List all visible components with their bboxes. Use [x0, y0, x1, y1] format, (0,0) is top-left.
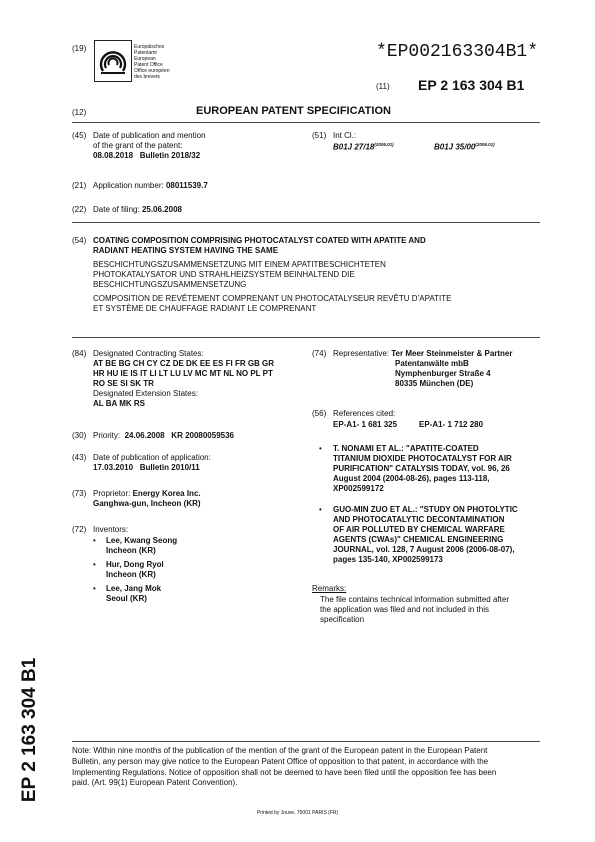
inid-12: (12) [72, 108, 87, 117]
title-de: PHOTOKATALYSATOR UND STRAHLHEIZSYSTEM BEINHALTEND DIE [93, 270, 355, 279]
reference-npl [319, 505, 518, 565]
inid-74: (74) [312, 349, 327, 358]
bullet: • [93, 584, 96, 593]
opposition-note [72, 746, 542, 789]
remarks-line: specification [320, 615, 365, 624]
invention-title [93, 236, 540, 314]
inid-45: (45) [72, 131, 87, 140]
inid-72: (72) [72, 525, 87, 534]
inventor-name: Lee, Jang Mok [106, 584, 162, 593]
references-label: References cited: [333, 409, 396, 418]
label: Date of filing: [93, 205, 140, 214]
rep-line: Nymphenburger Straße 4 [395, 369, 491, 378]
reference-npl [319, 444, 512, 494]
epo-logo [94, 40, 132, 82]
title-de: BESCHICHTUNGSZUSAMMENSETZUNG [93, 280, 247, 289]
ipc-class-1 [333, 142, 394, 153]
title-en: RADIANT HEATING SYSTEM HAVING THE SAME [93, 246, 279, 255]
value: 08011539.7 [165, 181, 208, 190]
ref-line: PURIFICATION" CATALYSIS TODAY, vol. 96, 26 [333, 464, 510, 473]
filing-date [93, 205, 182, 215]
designated-states [93, 349, 274, 409]
inid-84: (84) [72, 349, 87, 358]
label: Designated Contracting States: [93, 349, 204, 358]
divider [72, 741, 540, 742]
label-line: Date of publication and mention [93, 131, 206, 140]
bullet: • [93, 536, 96, 545]
label: Priority: [93, 431, 121, 440]
ipc-code: B01J 35/00 [434, 142, 476, 152]
office-line: Europäisches [134, 44, 165, 50]
inventor [93, 536, 177, 556]
epo-logo-icon [95, 41, 131, 81]
inventor [93, 584, 161, 604]
inid-21: (21) [72, 181, 87, 190]
printer-line: Printed by Jouve, 75001 PARIS (FR) [256, 810, 339, 816]
label: Date of publication of application: [93, 453, 211, 462]
application-number [93, 181, 208, 191]
ipc-code: B01J 27/18 [333, 142, 375, 152]
note-line: Implementing Regulations. Notice of opposition shall not be deemed to have been filed until the opposition fee has been [72, 767, 497, 777]
divider [72, 337, 540, 338]
bullet: • [319, 444, 322, 453]
value: 17.03.2010 Bulletin 2010/11 [93, 463, 200, 472]
inventor-name: Lee, Kwang Seong [106, 536, 178, 545]
ipc-class-2 [434, 142, 495, 153]
value: 24.06.2008 KR 20080059536 [124, 431, 235, 440]
inid-73: (73) [72, 489, 87, 498]
inid-54: (54) [72, 236, 87, 245]
priority [93, 431, 234, 441]
office-line: Office européen [134, 68, 170, 75]
states-line: HR HU IE IS IT LI LT LU LV MC MT NL NO PL PT [93, 369, 273, 378]
ref-line: pages 135-140, XP002599173 [333, 555, 443, 564]
rep-line: Patentanwälte mbB [395, 359, 469, 368]
label: Designated Extension States: [93, 389, 198, 398]
ref-line: TITANIUM DIOXIDE PHOTOCATALYST FOR AIR [333, 454, 512, 463]
office-line: Patentamt [134, 50, 157, 57]
inid-43: (43) [72, 453, 87, 462]
note-line: paid. (Art. 99(1) European Patent Convention). [72, 778, 238, 788]
remarks-text [320, 595, 509, 625]
title-fr: COMPOSITION DE REVÊTEMENT COMPRENANT UN PHOTOCATALYSEUR REVÊTU D’APATITE [93, 294, 452, 303]
divider [72, 222, 540, 223]
ipc-version: (2006.01) [475, 142, 495, 147]
bullet: • [93, 560, 96, 569]
label: Representative: [333, 349, 390, 358]
divider [72, 122, 540, 123]
proprietor-name: Energy Korea Inc. [132, 489, 201, 498]
states-line: RO SE SI SK TR [93, 379, 154, 388]
publication-number: EP 2 163 304 B1 [418, 77, 525, 93]
inid-56: (56) [312, 409, 327, 418]
office-line: des brevets [134, 74, 160, 81]
proprietor [93, 489, 201, 509]
int-cl-label: Int Cl.: [333, 131, 357, 140]
remarks-line: the application was filed and not included in this [320, 605, 489, 614]
office-line: Patent Office [134, 62, 163, 69]
ref-line: JOURNAL, vol. 128, 7 August 2006 (2006-08-07), [333, 545, 515, 554]
remarks-line: The file contains technical information submitted after [320, 595, 509, 604]
reference-patent: EP-A1- 1 712 280 [419, 420, 484, 429]
note-line: Bulletin, any person may give notice to the European Patent Office of opposition to that patent, in accordance with the [72, 756, 489, 766]
ref-line: AGENTS (CWAs)" CHEMICAL ENGINEERING [333, 535, 504, 544]
inid-22: (22) [72, 205, 87, 214]
bullet: • [319, 505, 322, 514]
states-line: AT BE BG CH CY CZ DE DK EE ES FI FR GB GR [93, 359, 275, 368]
application-publication [93, 453, 211, 473]
remarks-label: Remarks: [312, 584, 347, 593]
title-fr: ET SYSTÈME DE CHAUFFAGE RADIANT LE COMPRENANT [93, 304, 317, 313]
reference-patent: EP-A1- 1 681 325 [333, 420, 398, 429]
ref-line: XP002599172 [333, 484, 384, 493]
ipc-version: (2006.01) [374, 142, 394, 147]
value: 25.06.2008 [141, 205, 182, 214]
grant-date-label [93, 131, 206, 161]
label: Proprietor: [93, 489, 131, 498]
inventor-address: Seoul (KR) [106, 594, 147, 603]
side-publication-number: EP 2 163 304 B1 [19, 657, 41, 803]
inventor-address: Incheon (KR) [106, 546, 156, 555]
inventor-address: Incheon (KR) [106, 570, 156, 579]
ref-line: AND PHOTOCATALYTIC DECONTAMINATION [333, 515, 505, 524]
label-line: of the grant of the patent: [93, 141, 183, 150]
inventor [93, 560, 164, 580]
note-line: Note: Within nine months of the publication of the mention of the grant of the European patent in the European Patent [72, 746, 488, 755]
label: Application number: [93, 181, 164, 190]
office-line: European [134, 56, 156, 63]
inid-30: (30) [72, 431, 87, 440]
ref-line: T. NONAMI ET AL.: "APATITE-COATED [333, 444, 479, 453]
title-de: BESCHICHTUNGSZUSAMMENSETZUNG MIT EINEM APATITBESCHICHTETEN [93, 260, 386, 269]
ref-line: OF AIR POLLUTED BY CHEMICAL WARFARE [333, 525, 505, 534]
rep-line: Ter Meer Steinmeister & Partner [391, 349, 513, 358]
representative [333, 349, 513, 389]
inid-11: (11) [376, 82, 390, 91]
grant-date-value: 08.08.2018 Bulletin 2018/32 [93, 151, 201, 160]
document-title: EUROPEAN PATENT SPECIFICATION [196, 105, 391, 117]
barcode-text: *EP002163304B1* [376, 42, 539, 62]
inid-19: (19) [72, 44, 87, 53]
proprietor-address: Ganghwa-gun, Incheon (KR) [93, 499, 201, 508]
ref-line: GUO-MIN ZUO ET AL.: "STUDY ON PHOTOLYTIC [333, 505, 518, 514]
office-name [134, 44, 170, 81]
extension-states: AL BA MK RS [93, 399, 145, 408]
ref-line: August 2004 (2004-08-26), pages 113-118, [333, 474, 490, 483]
title-en: COATING COMPOSITION COMPRISING PHOTOCATALYST COATED WITH APATITE AND [93, 236, 426, 245]
inventors-label: Inventors: [93, 525, 129, 534]
rep-line: 80335 München (DE) [395, 379, 474, 388]
inventor-name: Hur, Dong Ryol [106, 560, 164, 569]
inid-51: (51) [312, 131, 327, 140]
